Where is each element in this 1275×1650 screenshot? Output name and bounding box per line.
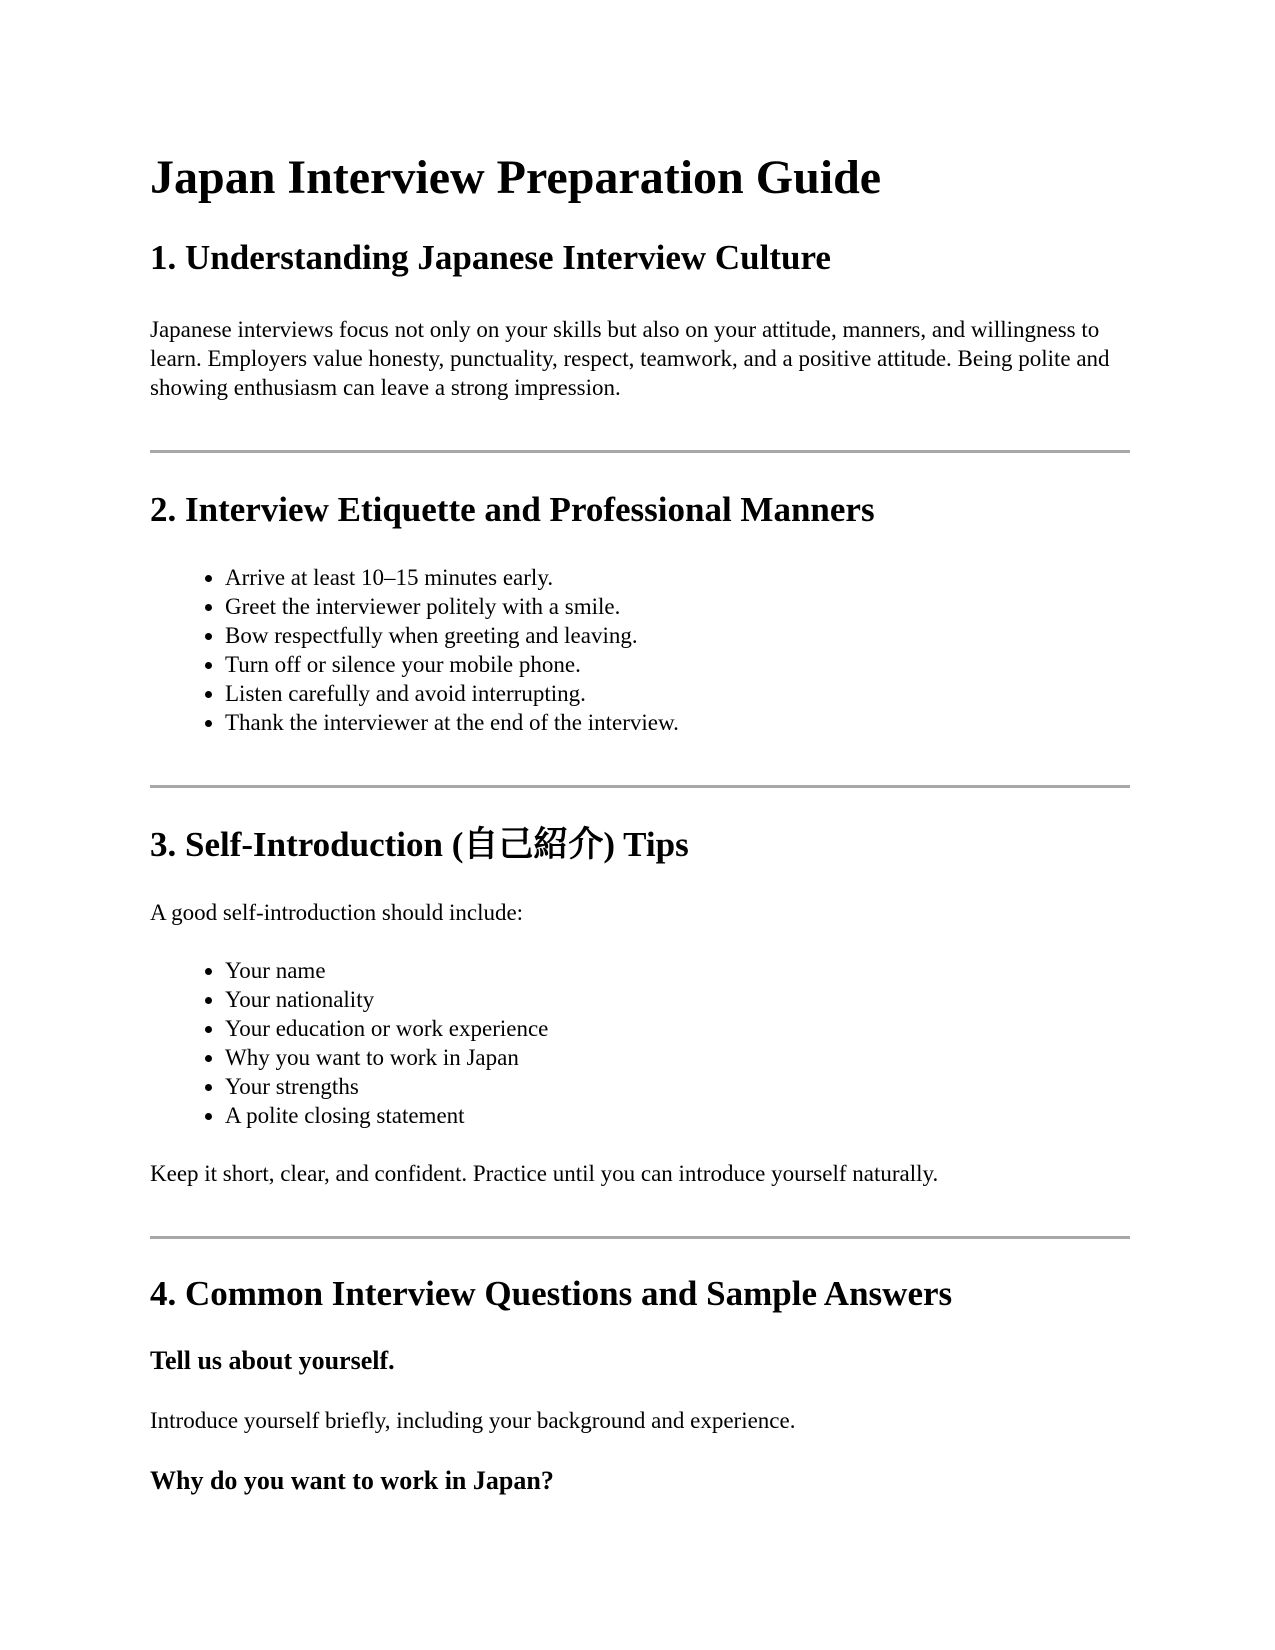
section-divider [150, 785, 1130, 788]
section-3-intro: A good self-introduction should include: [150, 900, 524, 926]
list-item: • Turn off or silence your mobile phone. [225, 650, 1125, 679]
section-3-heading: 3. Self-Introduction (自己紹介) Tips [150, 825, 689, 865]
question-heading: Why do you want to work in Japan? [150, 1466, 554, 1496]
list-item: • Thank the interviewer at the end of the interview. [225, 708, 1125, 737]
list-item: • Your nationality [225, 985, 1125, 1014]
section-divider [150, 1236, 1130, 1239]
document-title: Japan Interview Preparation Guide [150, 151, 882, 204]
list-item: • Arrive at least 10–15 minutes early. [225, 563, 1125, 592]
question-heading: Tell us about yourself. [150, 1346, 395, 1376]
list-item: • Why you want to work in Japan [225, 1043, 1125, 1072]
document-content [150, 150, 1125, 1497]
list-item: • Bow respectfully when greeting and leaving. [225, 621, 1125, 650]
self-intro-list [150, 956, 1125, 1130]
answer-paragraph: Introduce yourself briefly, including your background and experience. [150, 1408, 796, 1434]
list-item: • Greet the interviewer politely with a smile. [225, 592, 1125, 621]
list-item: • A polite closing statement [225, 1101, 1125, 1130]
section-1-paragraph: Japanese interviews focus not only on your skills but also on your attitude, manners, and willingness to learn. Employers value honesty, punctuality, respect, teamwork, and a positive attitude. Being polite and showing enthusiasm can leave a strong impression. [150, 317, 1110, 401]
section-1-heading: 1. Understanding Japanese Interview Culture [150, 238, 831, 278]
section-3-closing: Keep it short, clear, and confident. Practice until you can introduce yourself naturally. [150, 1161, 939, 1187]
section-2-heading: 2. Interview Etiquette and Professional Manners [150, 490, 875, 530]
list-item: • Your strengths [225, 1072, 1125, 1101]
list-item: • Your education or work experience [225, 1014, 1125, 1043]
section-divider [150, 450, 1130, 453]
list-item: • Listen carefully and avoid interrupting. [225, 679, 1125, 708]
section-4-heading: 4. Common Interview Questions and Sample Answers [150, 1274, 953, 1314]
list-item: • Your name [225, 956, 1125, 985]
etiquette-list [150, 563, 1125, 737]
